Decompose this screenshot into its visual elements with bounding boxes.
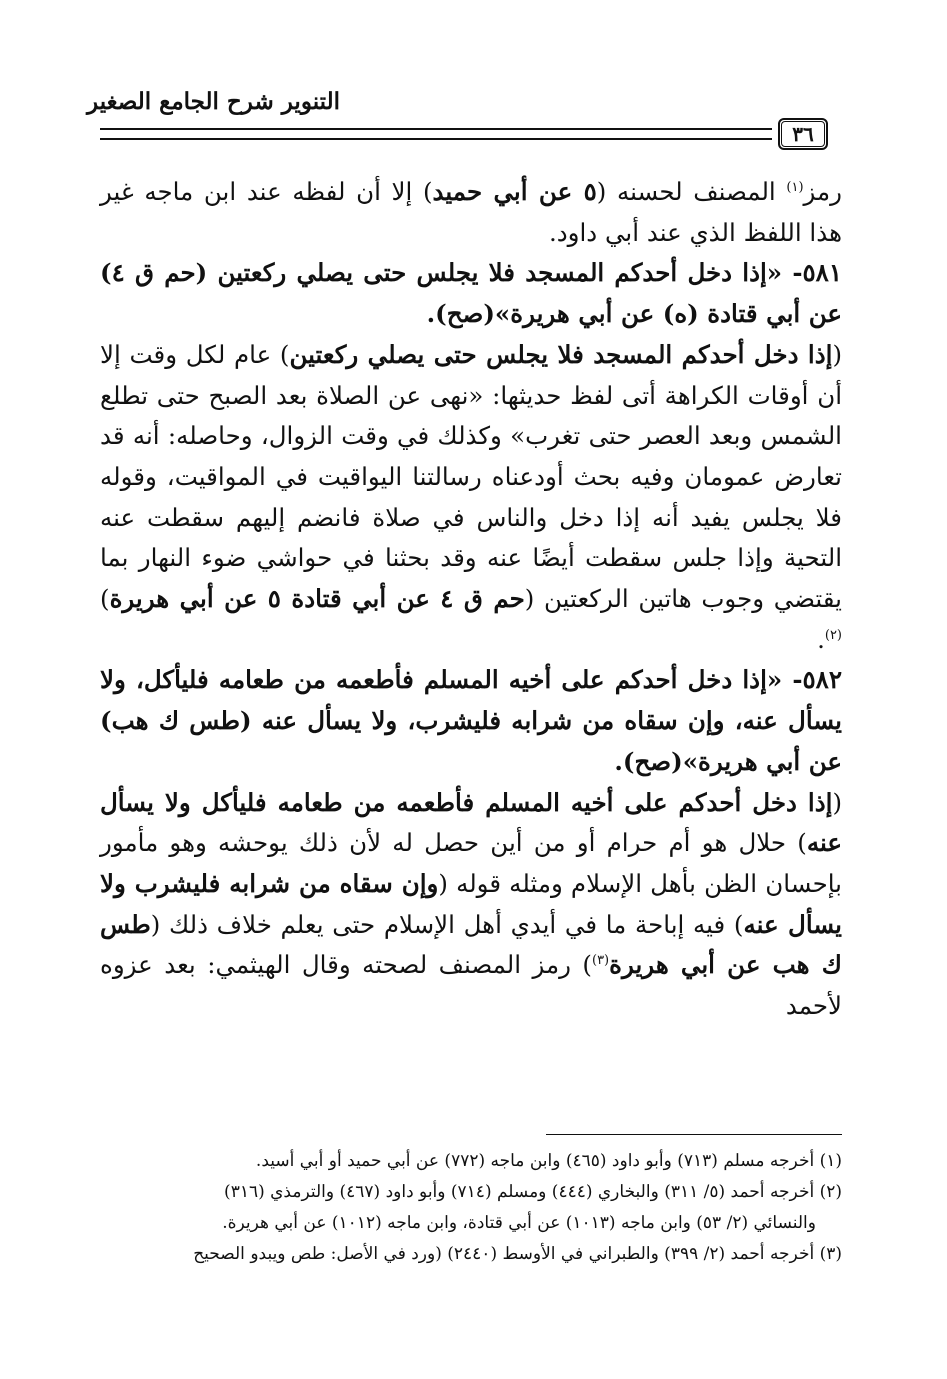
commentary-581: (إذا دخل أحدكم المسجد فلا يجلس حتى يصلي ركعتين) عام لكل وقت إلا أن أوقات الكراهة أتى لفظ حديثها: «نهى عن الصلاة بعد الصبح حتى تطلع الشمس وبعد العصر حتى تغرب» وكذلك في وقت الزوال، وحاصله: أنه قد تعارض عمومان وفيه بحث أودعناه رسالتنا اليواقيت في المواقيت، وقوله فلا يجلس يفيد أنه إذا دخل والناس في صلاة فانضم إليهم سقطت عنه التحية وإذا جلس سقطت أيضًا عنه وقد بحثنا في حواشي ضوء النهار بما يقتضي وجوب هاتين الركعتين (حم ق ٤ عن أبي قتادة ٥ عن أبي هريرة)$^{(٢)}$. <box>100 339 843 654</box>
footnote-1: (١) أخرجه مسلم (٧١٣) وأبو داود (٤٦٥) وابن ماجه (٧٧٢) عن أبي حميد أو أبي أسيد. <box>255 1151 842 1171</box>
hadith-581: ٥٨١- «إذا دخل أحدكم المسجد فلا يجلس حتى يصلي ركعتين (حم ق ٤) عن أبي قتادة (ه) عن أبي هريرة»(صح). <box>100 258 842 329</box>
footnote-ref-2[interactable]: (٢) <box>824 627 842 643</box>
main-text <box>100 172 842 1027</box>
header-rule-bottom <box>100 138 772 140</box>
footnote-ref-1[interactable]: (١) <box>786 179 804 195</box>
footnote-separator <box>546 1134 842 1135</box>
running-header-title: التنوير شرح الجامع الصغير <box>87 88 340 115</box>
header-rule-top <box>100 128 772 130</box>
hadith-582: ٥٨٢- «إذا دخل أحدكم على أخيه المسلم فأطعمه من طعامه فليأكل، ولا يسأل عنه، وإن سقاه من شرابه فليشرب، ولا يسأل عنه (طس ك هب) عن أبي هريرة»(صح). <box>100 665 842 776</box>
footnote-3: (٣) أخرجه أحمد (٢/ ٣٩٩) والطبراني في الأوسط (٢٤٤٠) (ورد في الأصل: طص ويبدو الصحيح <box>193 1244 842 1264</box>
footnotes <box>100 1146 842 1270</box>
footnote-2: (٢) أخرجه أحمد (٥/ ٣١١) والبخاري (٤٤٤) ومسلم (٧١٤) وأبو داود (٤٦٧) والترمذي (٣١٦) <box>224 1182 842 1202</box>
footnote-ref-3[interactable]: (٣) <box>591 953 610 969</box>
footnote-2-continued: والنسائي (٢/ ٥٣) وابن ماجه (١٠١٣) عن أبي قتادة، وابن ماجه (١٠١٢) عن أبي هريرة. <box>222 1213 816 1233</box>
paragraph-continuation: رمز$^{(١)}$ المصنف لحسنه (٥ عن أبي حميد) إلا أن لفظه عند ابن ماجه غير هذا اللفظ الذي عند أبي داود. <box>100 177 843 247</box>
page-number: ٣٦ <box>778 118 828 150</box>
commentary-582: (إذا دخل أحدكم على أخيه المسلم فأطعمه من طعامه فليأكل ولا يسأل عنه) حلال هو أم حرام أو من أين حصل له لأن ذلك يوحشه وهو مأمور بإحسان الظن بأهل الإسلام ومثله قوله (وإن سقاه من شرابه فليشرب ولا يسأل عنه) فيه إباحة ما في أيدي أهل الإسلام حتى يعلم خلاف ذلك (طس ك هب عن أبي هريرة$^{(٣)}$) رمز المصنف لصحته وقال الهيثمي: بعد عزوه لأحمد <box>100 787 843 1021</box>
